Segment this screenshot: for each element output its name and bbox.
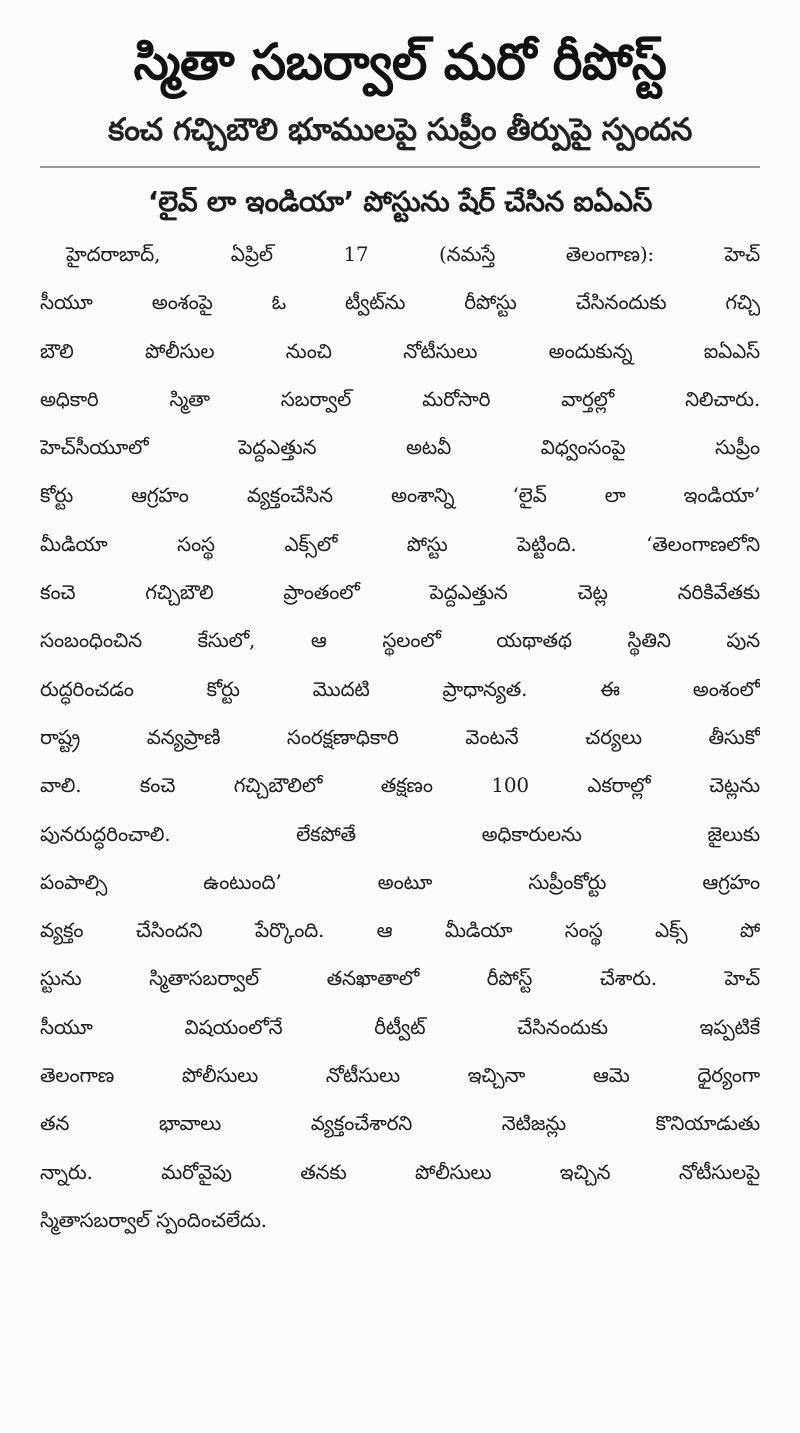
body-line: అధికారి స్మితా సబర్వాల్ మరోసారి వార్తల్లో నిలిచారు. (40, 386, 760, 411)
body-line: కంచె గచ్చిబౌలి ప్రాంతంలో పెద్దఎత్తున చెట్ల నరికివేతకు (40, 580, 760, 605)
headline: స్మితా సబర్వాల్ మరో రీపోస్ట్ (133, 33, 667, 91)
body-line: మీడియా సంస్థ ఎక్స్‌లో పోస్టు పెట్టింది. ‘తెలంగాణలోని (40, 531, 760, 556)
body-line: రుద్ధరించడం కోర్టు మొదటి ప్రాధాన్యత. ఈ అంశంలో (40, 676, 760, 701)
body-line: వాలి. కంచె గచ్చిబౌలిలో తక్షణం 100 ఎకరాల్లో చెట్లను (40, 773, 760, 798)
body-line: బౌలి పోలీసుల నుంచి నోటీసులు అందుకున్న ఐఏఎస్ (40, 338, 760, 363)
body-line: స్టును స్మితాసబర్వాల్ తనఖాతాలో రీపోస్ట్ చేశారు. హెచ్ (40, 966, 760, 991)
body-line: న్నారు. మరోవైపు తనకు పోలీసులు ఇచ్చిన నోటీసులపై (40, 1159, 760, 1184)
body-line: తెలంగాణ పోలీసులు నోటీసులు ఇచ్చినా ఆమె ధైర్యంగా (40, 1063, 760, 1088)
subheadline: కంచ గచ్చిబౌలి భూములపై సుప్రీం తీర్పుపై స్పందన (108, 112, 692, 148)
body-line: హైదరాబాద్, ఏప్రిల్ 17 (నమస్తే తెలంగాణ): హెచ్ (66, 242, 760, 266)
divider (40, 166, 760, 168)
body-line: తన భావాలు వ్యక్తంచేశారని నెటిజన్లు కొనియాడుతు (40, 1111, 760, 1136)
body-line: హెచ్‌సీయూలో పెద్దఎత్తున అటవీ విధ్వంసంపై సుప్రీం (40, 435, 760, 460)
article-body (40, 230, 760, 1244)
body-line: సీయూ విషయంలోనే రీట్వీట్ చేసినందుకు ఇప్పటికే (40, 1014, 760, 1039)
body-line: పంపాల్సి ఉంటుంది’ అంటూ సుప్రీంకోర్టు ఆగ్రహం (40, 869, 760, 894)
body-line: పునరుద్ధరించాలి. లేకపోతే అధికారులను జైలుకు (40, 821, 760, 846)
body-line: స్మితాసబర్వాల్ స్పందించలేదు. (40, 1207, 267, 1232)
body-line: రాష్ట్ర వన్యప్రాణి సంరక్షణాధికారి వెంటనే చర్యలు తీసుకో (40, 724, 760, 749)
body-line: సీయూ అంశంపై ఓ ట్వీట్‌ను రీపోస్టు చేసినందుకు గచ్చి (40, 290, 760, 315)
body-line: వ్యక్తం చేసిందని పేర్కొంది. ఆ మీడియా సంస్థ ఎక్స్ పో (40, 918, 760, 943)
body-line: కోర్టు ఆగ్రహం వ్యక్తంచేసిన అంశాన్ని ‘లైవ్ లా ఇండియా’ (40, 483, 760, 508)
body-line: సంబంధించిన కేసులో, ఆ స్థలంలో యథాతథ స్థితిని పున (40, 628, 760, 653)
kicker-line: ‘లైవ్ లా ఇండియా’ పోస్టును షేర్ చేసిన ఐఏఎస్ (147, 185, 653, 218)
